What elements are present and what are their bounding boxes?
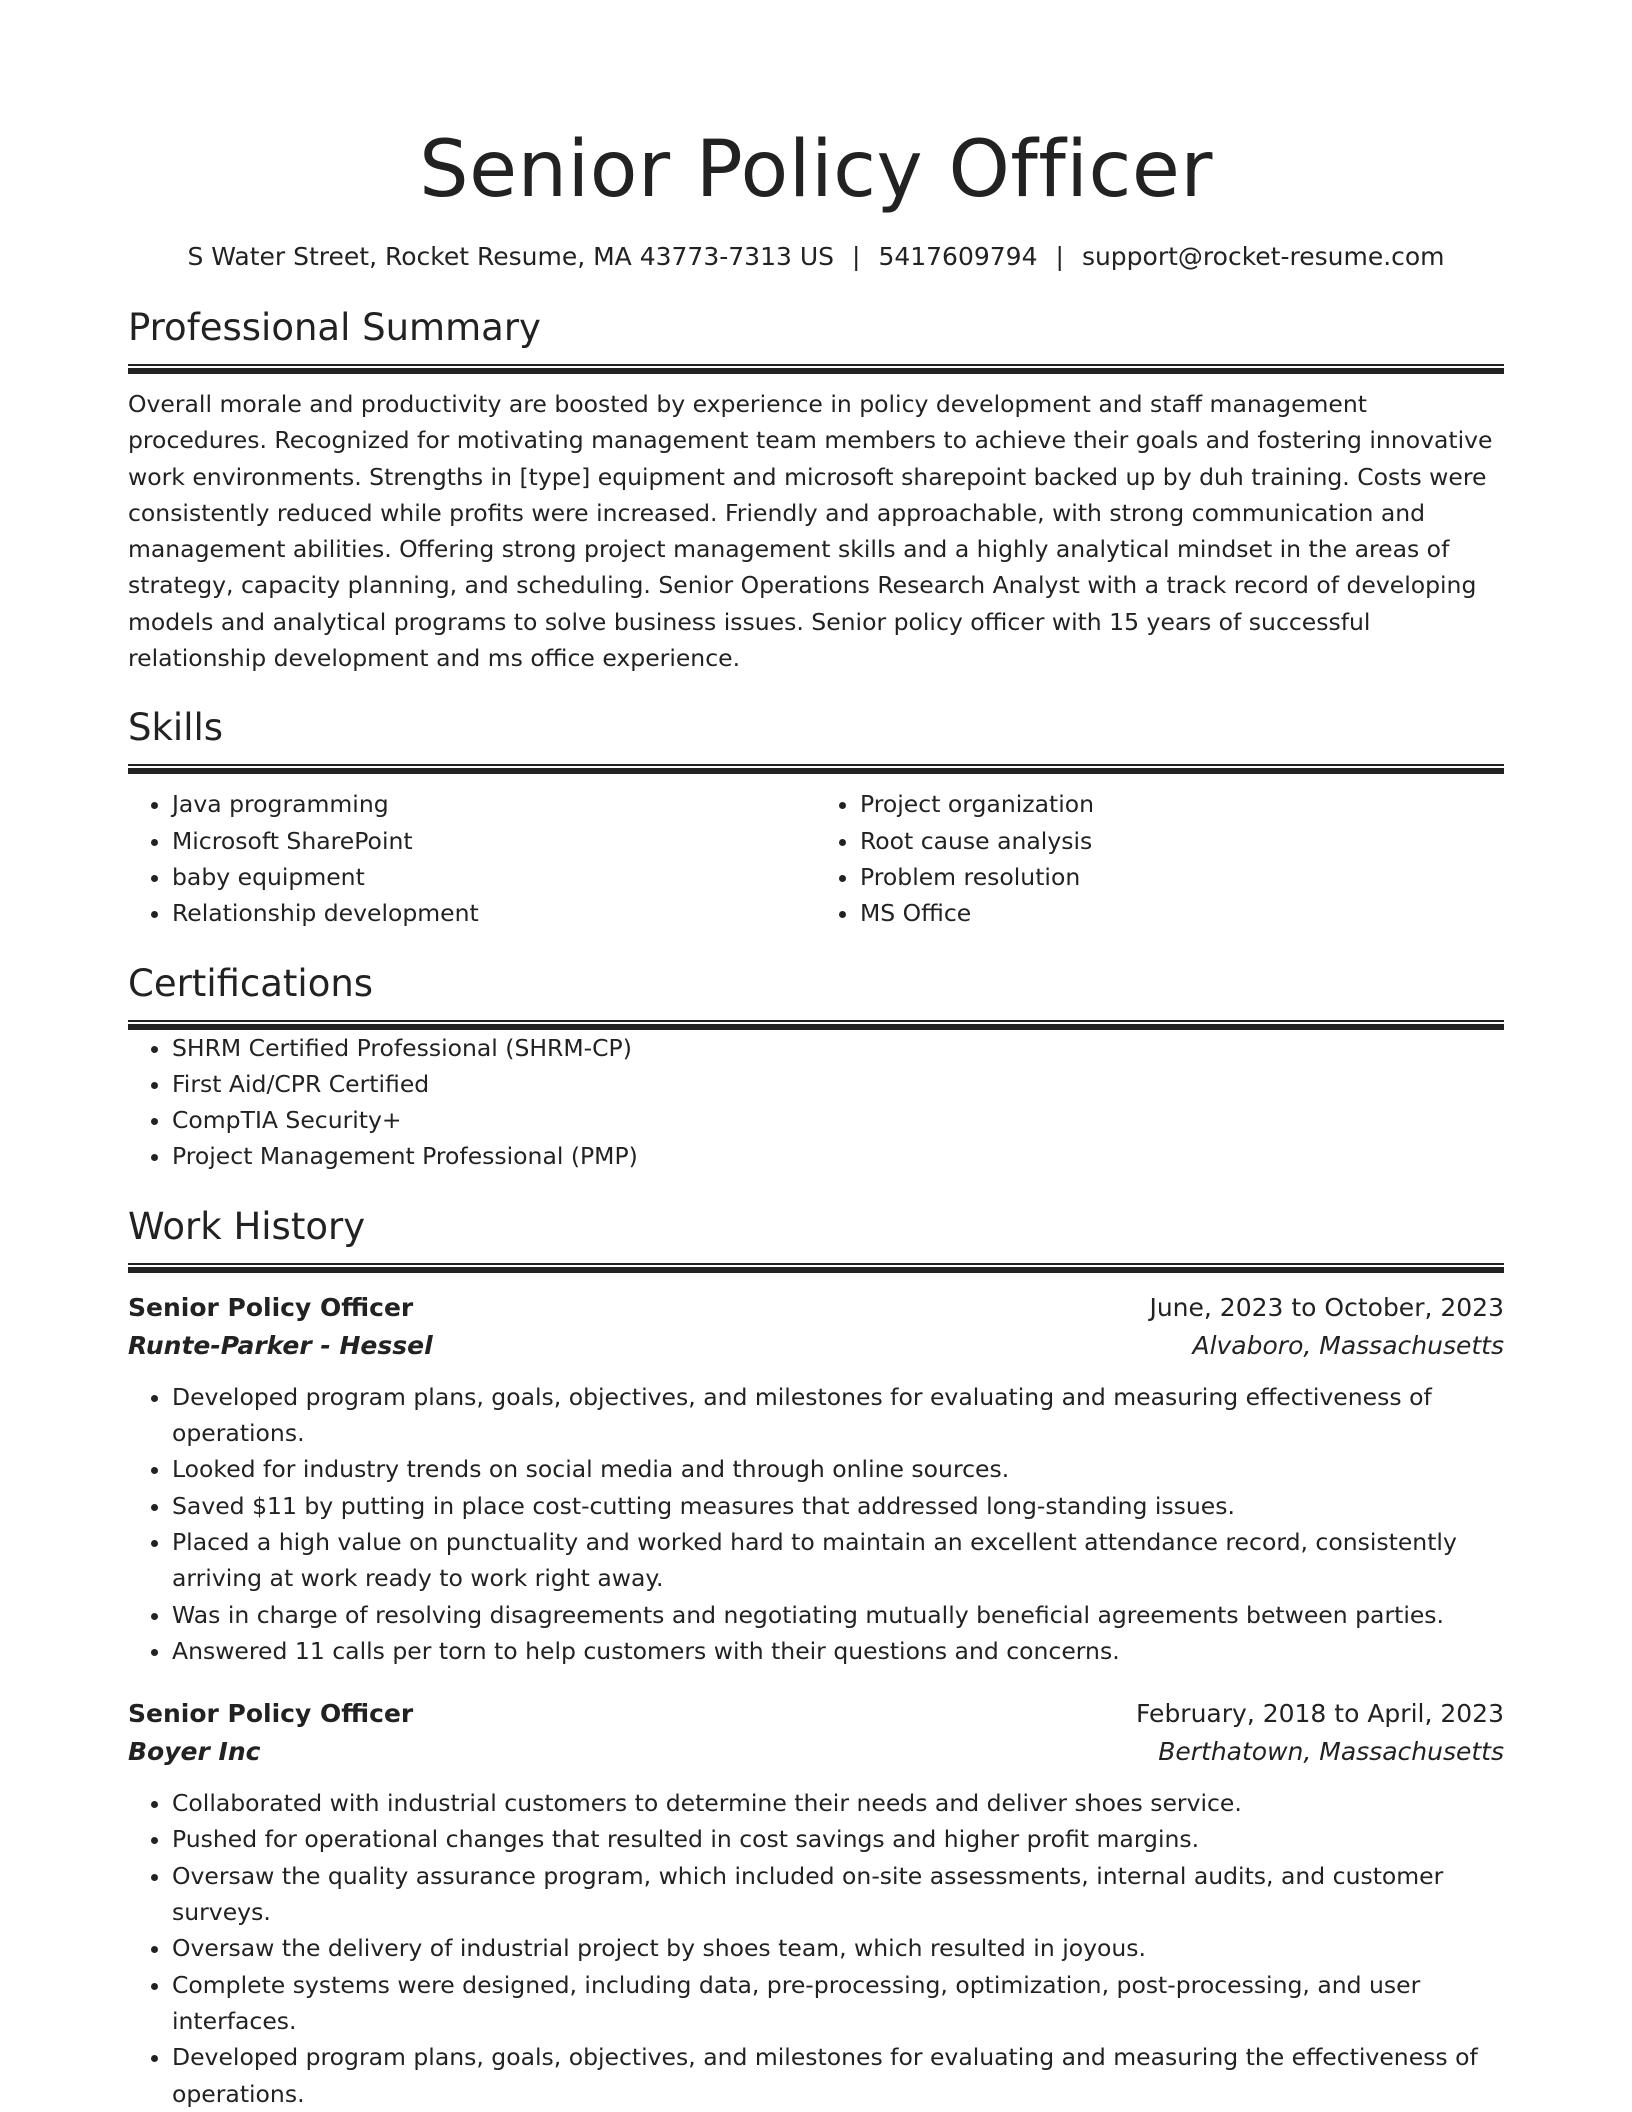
- job-bullet: • Developed program plans, goals, objectives, and milestones for evaluating and measuring effectiveness of operations.: [172, 1379, 1504, 1452]
- certification-item: • SHRM Certified Professional (SHRM-CP): [172, 1030, 1504, 1066]
- job-bullet: • Pushed for operational changes that resulted in cost savings and higher profit margins.: [172, 1821, 1504, 1857]
- job-bullet: • Looked for industry trends on social media and through online sources.: [172, 1451, 1504, 1487]
- professional-summary-section: [128, 304, 1504, 676]
- job-bullets: [128, 1379, 1504, 1669]
- job-company: Runte-Parker - Hessel: [128, 1330, 433, 1360]
- skill-item: • Relationship development: [172, 895, 816, 931]
- skill-item: • Problem resolution: [860, 859, 1504, 895]
- contact-phone: 5417609794: [878, 242, 1038, 271]
- skill-item: • Root cause analysis: [860, 823, 1504, 859]
- skills-grid: [128, 786, 1504, 931]
- job-bullet: • Was in charge of resolving disagreements and negotiating mutually beneficial agreements between parties.: [172, 1597, 1504, 1633]
- section-title-certifications: Certifications: [128, 961, 374, 1005]
- skills-list-left: [128, 786, 816, 931]
- job-dates: February, 2018 to April, 2023: [1136, 1699, 1504, 1729]
- section-title-work-history: Work History: [128, 1204, 366, 1248]
- job-bullet: • Complete systems were designed, including data, pre-processing, optimization, post-processing, and user interfaces.: [172, 1967, 1504, 2040]
- job-subheader-row: [128, 1733, 1504, 1771]
- contact-separator: |: [852, 242, 861, 271]
- certification-item: • CompTIA Security+: [172, 1102, 1504, 1138]
- job-location: Berthatown, Massachusetts: [1158, 1737, 1504, 1767]
- job-bullet: • Collaborated with industrial customers to determine their needs and deliver shoes service.: [172, 1785, 1504, 1821]
- skills-list-right: [816, 786, 1504, 931]
- job-header-row: [128, 1289, 1504, 1327]
- section-divider: [128, 1263, 1504, 1273]
- contact-email[interactable]: support@rocket-resume.com: [1081, 242, 1445, 271]
- skill-item: • baby equipment: [172, 859, 816, 895]
- job-bullet: • Oversaw the quality assurance program, which included on-site assessments, internal audits, and customer surveys.: [172, 1858, 1504, 1931]
- section-title-skills: Skills: [128, 706, 224, 750]
- certification-item: • Project Management Professional (PMP): [172, 1138, 1504, 1174]
- section-divider: [128, 364, 1504, 374]
- job-dates: June, 2023 to October, 2023: [1149, 1292, 1504, 1322]
- skills-section: [128, 704, 1504, 931]
- job-bullets: [128, 1785, 1504, 2112]
- job-location: Alvaboro, Massachusetts: [1192, 1330, 1504, 1360]
- certifications-section: [128, 960, 1504, 1175]
- contact-separator: |: [1055, 242, 1064, 271]
- job-bullet: • Placed a high value on punctuality and worked hard to maintain an excellent attendance record, consistently arriving at work ready to work right away.: [172, 1524, 1504, 1597]
- job-subheader-row: [128, 1327, 1504, 1365]
- skill-item: • MS Office: [860, 895, 1504, 931]
- summary-text: Overall morale and productivity are boosted by experience in policy development and staff management procedures. Recognized for motivating management team members to achieve their goals and fostering innovative work environments. Strengths in [type] equipment and microsoft sharepoint backed up by duh training. Costs were consistently reduced while profits were increased. Friendly and approachable, with strong communication and management abilities. Offering strong project management skills and a highly analytical mindset in the areas of strategy, capacity planning, and scheduling. Senior Operations Research Analyst with a track record of developing models and analytical programs to solve business issues. Senior policy officer with 15 years of successful relationship development and ms office experience.: [128, 390, 1493, 673]
- job-entry: [128, 1695, 1504, 2112]
- job-bullet: • Answered 11 calls per torn to help customers with their questions and concerns.: [172, 1633, 1504, 1669]
- contact-address: S Water Street, Rocket Resume, MA 43773-7313 US: [187, 242, 834, 271]
- certifications-list: [128, 1030, 1504, 1175]
- job-title: Senior Policy Officer: [128, 1292, 414, 1322]
- job-company: Boyer Inc: [128, 1737, 261, 1767]
- section-title-summary: Professional Summary: [128, 306, 541, 349]
- job-header-row: [128, 1695, 1504, 1733]
- job-entry: [128, 1289, 1504, 1669]
- resume-page: [128, 0, 1504, 2112]
- section-divider: [128, 764, 1504, 774]
- job-bullet: • Oversaw the delivery of industrial project by shoes team, which resulted in joyous.: [172, 1930, 1504, 1966]
- job-bullet: • Saved $11 by putting in place cost-cutting measures that addressed long-standing issues.: [172, 1488, 1504, 1524]
- skill-item: • Project organization: [860, 786, 1504, 822]
- certification-item: • First Aid/CPR Certified: [172, 1066, 1504, 1102]
- skill-item: • Microsoft SharePoint: [172, 823, 816, 859]
- job-title: Senior Policy Officer: [128, 1699, 414, 1729]
- job-bullet: • Developed program plans, goals, objectives, and milestones for evaluating and measuring the effectiveness of operations.: [172, 2039, 1504, 2112]
- resume-name: Senior Policy Officer: [419, 125, 1213, 215]
- section-divider: [128, 1020, 1504, 1030]
- work-history-section: [128, 1203, 1504, 2112]
- contact-line: [128, 240, 1504, 274]
- skill-item: • Java programming: [172, 786, 816, 822]
